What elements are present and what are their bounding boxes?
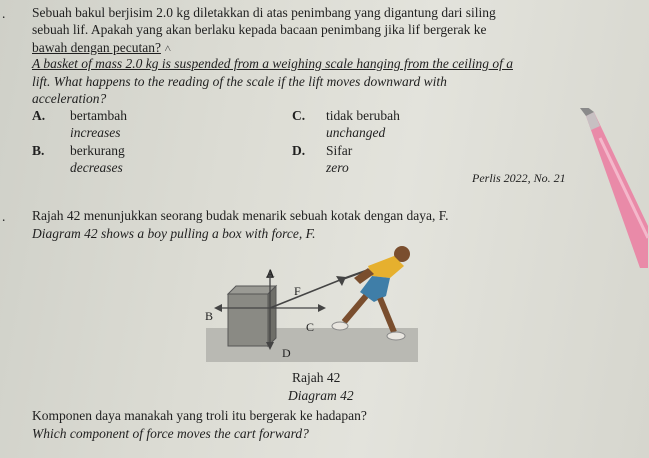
boy-shoe-back: [387, 332, 405, 340]
diagram-question-ms: Rajah 42 menunjukkan seorang budak menarik sebuah kotak dengan daya, F.: [32, 208, 449, 223]
option-c-en: unchanged: [326, 125, 386, 140]
question-en-line-1-text: A basket of mass 2.0 kg is suspended from a weighing scale hanging from the ceiling of a: [32, 56, 513, 71]
option-a-letter: A.: [32, 108, 46, 123]
question-bullet: .: [2, 6, 6, 21]
boy-leg-back: [380, 298, 394, 332]
diagram-caption-en: Diagram 42: [288, 388, 354, 403]
question-en-line-2: lift. What happens to the reading of the scale if the lift moves downward with: [32, 74, 447, 89]
question-bullet-2: .: [2, 209, 6, 224]
option-b-ms: berkurang: [70, 143, 125, 158]
label-f: F: [294, 284, 301, 298]
arrow-b-head: [214, 304, 222, 312]
component-question-ms: Komponen daya manakah yang troli itu bergerak ke hadapan?: [32, 408, 367, 423]
diagram-42: [190, 240, 430, 370]
option-d-ms: Sifar: [326, 143, 353, 158]
boy-leg-front: [344, 296, 366, 322]
highlighter-pen-icon: [560, 108, 649, 268]
question-source: Perlis 2022, No. 21: [472, 171, 566, 185]
option-b-letter: B.: [32, 143, 45, 158]
question-ms-line-3: [32, 40, 171, 56]
option-b-en: decreases: [70, 160, 123, 175]
box-side: [268, 286, 276, 346]
box-front: [228, 294, 268, 346]
question-ms-line-1: Sebuah bakul berjisim 2.0 kg diletakkan di atas penimbang yang digantung dari siling: [32, 5, 496, 20]
option-a-en: increases: [70, 125, 121, 140]
arrow-c-head: [318, 304, 326, 312]
option-d-en: zero: [326, 160, 349, 175]
question-ms-line-2: sebuah lif. Apakah yang akan berlaku kepada bacaan penimbang jika lif bergerak ke: [32, 22, 487, 37]
question-en-line-3: acceleration?: [32, 91, 107, 106]
question-en-line-1: [32, 56, 513, 72]
diagram-caption-ms: Rajah 42: [292, 370, 341, 385]
label-d: D: [282, 346, 291, 360]
pencil-mark-icon: ˄: [164, 41, 172, 55]
label-b: B: [205, 309, 214, 323]
label-c: C: [306, 320, 315, 334]
label-a: A: [266, 266, 275, 280]
diagram-question-en: Diagram 42 shows a boy pulling a box with force, F.: [32, 226, 316, 241]
boy-shoe-front: [332, 322, 348, 330]
question-ms-line-3-text: bawah dengan pecutan?: [32, 40, 161, 55]
option-c-ms: tidak berubah: [326, 108, 400, 123]
option-d-letter: D.: [292, 143, 306, 158]
component-question-en: Which component of force moves the cart forward?: [32, 426, 309, 441]
option-c-letter: C.: [292, 108, 306, 123]
option-a-ms: bertambah: [70, 108, 127, 123]
arrow-f: [270, 280, 340, 308]
